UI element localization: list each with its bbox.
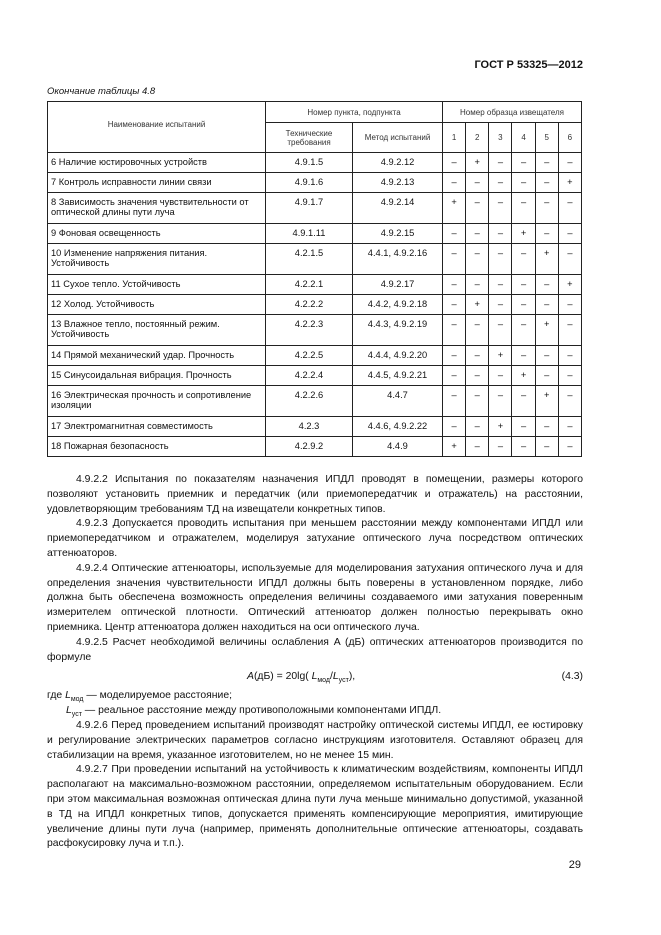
- table-row: [48, 153, 582, 173]
- sample-mark: –: [489, 275, 512, 295]
- header-sample-4: 4: [512, 123, 535, 153]
- test-name: 9 Фоновая освещенность: [48, 224, 266, 244]
- sample-mark: +: [512, 224, 535, 244]
- sample-mark: –: [466, 386, 489, 417]
- sample-mark: –: [512, 275, 535, 295]
- table-row: [48, 275, 582, 295]
- sample-mark: +: [489, 346, 512, 366]
- test-method-clause: 4.4.1, 4.9.2.16: [353, 244, 443, 275]
- sample-mark: –: [466, 173, 489, 193]
- formula-4-3: [47, 665, 583, 689]
- paragraph-4-9-2-3: 4.9.2.3 Допускается проводить испытания при меньшем расстоянии между компонентами ИПДЛ или приемопередатчиком и отражателем, моделируя затухание оптического луча посредством оптических аттенюаторов.: [47, 518, 583, 559]
- table-row: [48, 417, 582, 437]
- sample-mark: –: [535, 153, 558, 173]
- header-sample-2: 2: [466, 123, 489, 153]
- sample-mark: +: [443, 437, 466, 457]
- sample-mark: –: [512, 153, 535, 173]
- tech-requirements-clause: 4.9.1.11: [266, 224, 353, 244]
- test-name: 17 Электромагнитная совместимость: [48, 417, 266, 437]
- sample-mark: +: [558, 275, 581, 295]
- header-sample-3: 3: [489, 123, 512, 153]
- test-method-clause: 4.9.2.14: [353, 193, 443, 224]
- test-name: 15 Синусоидальная вибрация. Прочность: [48, 366, 266, 386]
- header-sample-5: 5: [535, 123, 558, 153]
- sample-mark: –: [558, 346, 581, 366]
- table-caption: Окончание таблицы 4.8: [47, 86, 156, 97]
- sample-mark: –: [489, 295, 512, 315]
- header-method: Метод испытаний: [353, 123, 443, 153]
- page-number: 29: [568, 859, 581, 872]
- sample-mark: –: [558, 224, 581, 244]
- tech-requirements-clause: 4.2.2.6: [266, 386, 353, 417]
- tech-requirements-clause: 4.2.2.1: [266, 275, 353, 295]
- sample-mark: –: [466, 193, 489, 224]
- test-name: 8 Зависимость значения чувствительности от оптической длины пути луча: [48, 193, 266, 224]
- test-method-clause: 4.4.3, 4.9.2.19: [353, 315, 443, 346]
- sample-mark: +: [489, 417, 512, 437]
- sample-mark: –: [558, 244, 581, 275]
- sample-mark: –: [443, 275, 466, 295]
- sample-mark: –: [443, 386, 466, 417]
- test-name: 16 Электрическая прочность и сопротивление изоляции: [48, 386, 266, 417]
- standard-header: ГОСТ Р 53325—2012: [474, 59, 583, 71]
- sample-mark: –: [512, 173, 535, 193]
- tests-table: [47, 101, 582, 457]
- tech-requirements-clause: 4.2.9.2: [266, 437, 353, 457]
- test-name: 10 Изменение напряжения питания. Устойчивость: [48, 244, 266, 275]
- body-text: [47, 473, 583, 852]
- sample-mark: –: [443, 315, 466, 346]
- sample-mark: +: [512, 366, 535, 386]
- header-tech: Технические требования: [266, 123, 353, 153]
- tech-requirements-clause: 4.9.1.6: [266, 173, 353, 193]
- sample-mark: –: [443, 173, 466, 193]
- sample-mark: –: [466, 366, 489, 386]
- paragraph-4-9-2-5: 4.9.2.5 Расчет необходимой величины ослабления A (дБ) оптических аттенюаторов производится по формуле: [47, 636, 583, 663]
- sample-mark: –: [535, 275, 558, 295]
- sample-mark: –: [489, 437, 512, 457]
- sample-mark: –: [512, 193, 535, 224]
- header-sample-6: 6: [558, 123, 581, 153]
- sample-mark: –: [535, 366, 558, 386]
- table-row: [48, 315, 582, 346]
- sample-mark: +: [535, 244, 558, 275]
- sample-mark: –: [512, 346, 535, 366]
- header-name: Наименование испытаний: [48, 102, 266, 153]
- test-name: 13 Влажное тепло, постоянный режим. Устойчивость: [48, 315, 266, 346]
- table-row: [48, 437, 582, 457]
- sample-mark: –: [466, 315, 489, 346]
- sample-mark: –: [466, 437, 489, 457]
- table-row: [48, 193, 582, 224]
- sample-mark: +: [558, 173, 581, 193]
- sample-mark: –: [443, 153, 466, 173]
- header-samples-group: Номер образца извещателя: [443, 102, 582, 123]
- sample-mark: –: [466, 346, 489, 366]
- test-method-clause: 4.9.2.13: [353, 173, 443, 193]
- test-method-clause: 4.4.7: [353, 386, 443, 417]
- sample-mark: –: [489, 173, 512, 193]
- test-name: 6 Наличие юстировочных устройств: [48, 153, 266, 173]
- test-name: 14 Прямой механический удар. Прочность: [48, 346, 266, 366]
- where-line-1: где $L_{мод}$ — моделируемое расстояние;: [47, 690, 233, 704]
- tech-requirements-clause: 4.2.3: [266, 417, 353, 437]
- sample-mark: –: [535, 417, 558, 437]
- test-name: 18 Пожарная безопасность: [48, 437, 266, 457]
- formula-expression: A(дБ) = 20lg( $L_{мод}/L_{уст}$),: [247, 671, 356, 685]
- tech-requirements-clause: 4.2.2.3: [266, 315, 353, 346]
- test-method-clause: 4.4.6, 4.9.2.22: [353, 417, 443, 437]
- tech-requirements-clause: 4.9.1.5: [266, 153, 353, 173]
- table-row: [48, 295, 582, 315]
- sample-mark: –: [558, 153, 581, 173]
- sample-mark: –: [535, 346, 558, 366]
- sample-mark: –: [489, 386, 512, 417]
- paragraph-4-9-2-6: 4.9.2.6 Перед проведением испытаний производят настройку оптической системы ИПДЛ, ее юстировку и регулирование электрических параметров согласно инструкциям изготовителя. Оставляют образец для стабилизации на время, указанное изготовителем, но не менее 15 мин.: [47, 719, 583, 761]
- table-row: [48, 366, 582, 386]
- table-row: [48, 346, 582, 366]
- sample-mark: –: [512, 437, 535, 457]
- sample-mark: –: [558, 386, 581, 417]
- sample-mark: +: [466, 295, 489, 315]
- test-method-clause: 4.4.2, 4.9.2.18: [353, 295, 443, 315]
- table-row: [48, 244, 582, 275]
- tech-requirements-clause: 4.2.2.5: [266, 346, 353, 366]
- sample-mark: +: [535, 315, 558, 346]
- where-line-2: $L_{уст}$ — реальное расстояние между противоположными компонентами ИПДЛ.: [66, 705, 442, 719]
- sample-mark: –: [466, 275, 489, 295]
- sample-mark: –: [489, 366, 512, 386]
- test-method-clause: 4.9.2.15: [353, 224, 443, 244]
- sample-mark: –: [489, 315, 512, 346]
- sample-mark: –: [443, 366, 466, 386]
- sample-mark: –: [512, 244, 535, 275]
- sample-mark: –: [512, 386, 535, 417]
- sample-mark: –: [558, 295, 581, 315]
- sample-mark: –: [535, 437, 558, 457]
- sample-mark: –: [535, 193, 558, 224]
- sample-mark: –: [443, 224, 466, 244]
- sample-mark: –: [466, 224, 489, 244]
- test-method-clause: 4.4.4, 4.9.2.20: [353, 346, 443, 366]
- sample-mark: –: [443, 417, 466, 437]
- sample-mark: –: [466, 417, 489, 437]
- sample-mark: –: [489, 153, 512, 173]
- test-method-clause: 4.4.9: [353, 437, 443, 457]
- paragraph-4-9-2-7: 4.9.2.7 При проведении испытаний на устойчивость к климатическим воздействиям, компоненты ИПДЛ располагают на максимально-возможном расстоянии, определяемом испытательным оборудованием. Если при этом максимальная возможная оптическая длина пути луча меньше минимально допустимой, указанной в ТД на ИПДЛ конкретных типов, допускается применять компенсирующие мероприятия, имитирующие увеличение длины пути луча (например, применять дополнительные оптические аттенюаторы, создавать расфокусировку луча и т.п.).: [47, 764, 583, 850]
- paragraph-4-9-2-4: 4.9.2.4 Оптические аттенюаторы, используемые для моделирования затухания оптического луча и для определения значения чувствительности ИПДЛ должны быть поверены в установленном порядке, либо должна быть обеспечена возможность определения величины создаваемого ими затухания поверенным измерителем оптической плотности. Оптический аттенюатор должен полностью перекрывать окно приемника. Центр аттенюатора должен находиться на оси оптического луча.: [47, 562, 583, 633]
- table-row: [48, 386, 582, 417]
- sample-mark: –: [535, 295, 558, 315]
- sample-mark: –: [489, 193, 512, 224]
- test-method-clause: 4.9.2.17: [353, 275, 443, 295]
- sample-mark: –: [443, 346, 466, 366]
- paragraph-4-9-2-2: 4.9.2.2 Испытания по показателям назначения ИПДЛ проводят в помещении, размеры которого позволяют установить приемник и передатчик (или приемопередатчик и отражатель) на расстоянии, удовлетворяющим требованиям ТД на извещатели конкретных типов.: [47, 474, 583, 515]
- tech-requirements-clause: 4.9.1.7: [266, 193, 353, 224]
- sample-mark: –: [489, 224, 512, 244]
- test-method-clause: 4.4.5, 4.9.2.21: [353, 366, 443, 386]
- sample-mark: –: [512, 315, 535, 346]
- sample-mark: –: [558, 417, 581, 437]
- tech-requirements-clause: 4.2.2.2: [266, 295, 353, 315]
- test-name: 7 Контроль исправности линии связи: [48, 173, 266, 193]
- sample-mark: +: [535, 386, 558, 417]
- test-name: 12 Холод. Устойчивость: [48, 295, 266, 315]
- sample-mark: –: [443, 244, 466, 275]
- table-row: [48, 173, 582, 193]
- header-sample-1: 1: [443, 123, 466, 153]
- sample-mark: –: [558, 437, 581, 457]
- formula-number: (4.3): [561, 671, 583, 683]
- header-clause-group: Номер пункта, подпункта: [266, 102, 443, 123]
- tech-requirements-clause: 4.2.1.5: [266, 244, 353, 275]
- sample-mark: –: [558, 315, 581, 346]
- test-method-clause: 4.9.2.12: [353, 153, 443, 173]
- sample-mark: +: [466, 153, 489, 173]
- sample-mark: –: [489, 244, 512, 275]
- sample-mark: –: [535, 173, 558, 193]
- page-content: [47, 101, 583, 872]
- table-row: [48, 224, 582, 244]
- sample-mark: –: [443, 295, 466, 315]
- tech-requirements-clause: 4.2.2.4: [266, 366, 353, 386]
- test-name: 11 Сухое тепло. Устойчивость: [48, 275, 266, 295]
- sample-mark: –: [558, 366, 581, 386]
- sample-mark: –: [512, 295, 535, 315]
- sample-mark: –: [466, 244, 489, 275]
- sample-mark: –: [512, 417, 535, 437]
- sample-mark: +: [443, 193, 466, 224]
- sample-mark: –: [535, 224, 558, 244]
- sample-mark: –: [558, 193, 581, 224]
